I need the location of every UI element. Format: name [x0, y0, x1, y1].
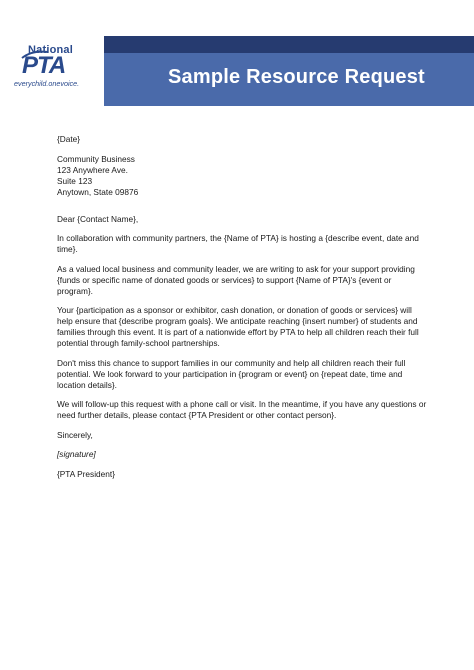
letter-paragraph: We will follow-up this request with a phone call or visit. In the meantime, if you have any questions or need further details, please contact {PTA President or other contact person}.	[57, 399, 427, 420]
address-line: Suite 123	[57, 175, 93, 186]
national-pta-logo	[14, 44, 100, 94]
address-line: Anytown, State 09876	[57, 186, 139, 197]
logo-tagline: everychild.onevoice.	[14, 79, 80, 88]
page-title: Sample Resource Request	[168, 66, 425, 88]
address-line: 123 Anywhere Ave.	[57, 164, 128, 175]
header-band	[104, 53, 474, 106]
letter-date: {Date}	[57, 134, 81, 144]
letter-closing: Sincerely,	[57, 429, 93, 440]
letter-paragraph: Don't miss this chance to support families in our community and help all children reach their full potential. We look forward to your participation in {program or event} on {repeat date, time and location details}.	[57, 357, 406, 390]
letter-signature: [signature]	[57, 449, 96, 459]
letter-salutation: Dear {Contact Name},	[57, 213, 139, 224]
letter-paragraph: In collaboration with community partners, the {Name of PTA} is hosting a {describe event, date and time}.	[57, 233, 419, 254]
letter-signer: {PTA President}	[57, 468, 115, 479]
logo-pta-text: PTA	[22, 52, 66, 79]
letter-paragraph: Your {participation as a sponsor or exhibitor, cash donation, or donation of goods or services} will help ensure that {describe program goals}. We anticipate reaching {insert number} of students and families through this event. It is part of a nationwide effort by PTA to help all children reach their full potential through family-school partnerships.	[57, 305, 419, 348]
recipient-address	[57, 154, 427, 198]
header-band-top	[104, 36, 474, 53]
logo-national-text: National	[28, 44, 73, 56]
letter-paragraph: As a valued local business and community leader, we are writing to ask for your support providing {funds or specific name of donated goods or services} to support {Name of PTA}'s {event or program}.	[57, 263, 415, 296]
address-line: Community Business	[57, 153, 135, 164]
letter-body	[57, 134, 427, 488]
